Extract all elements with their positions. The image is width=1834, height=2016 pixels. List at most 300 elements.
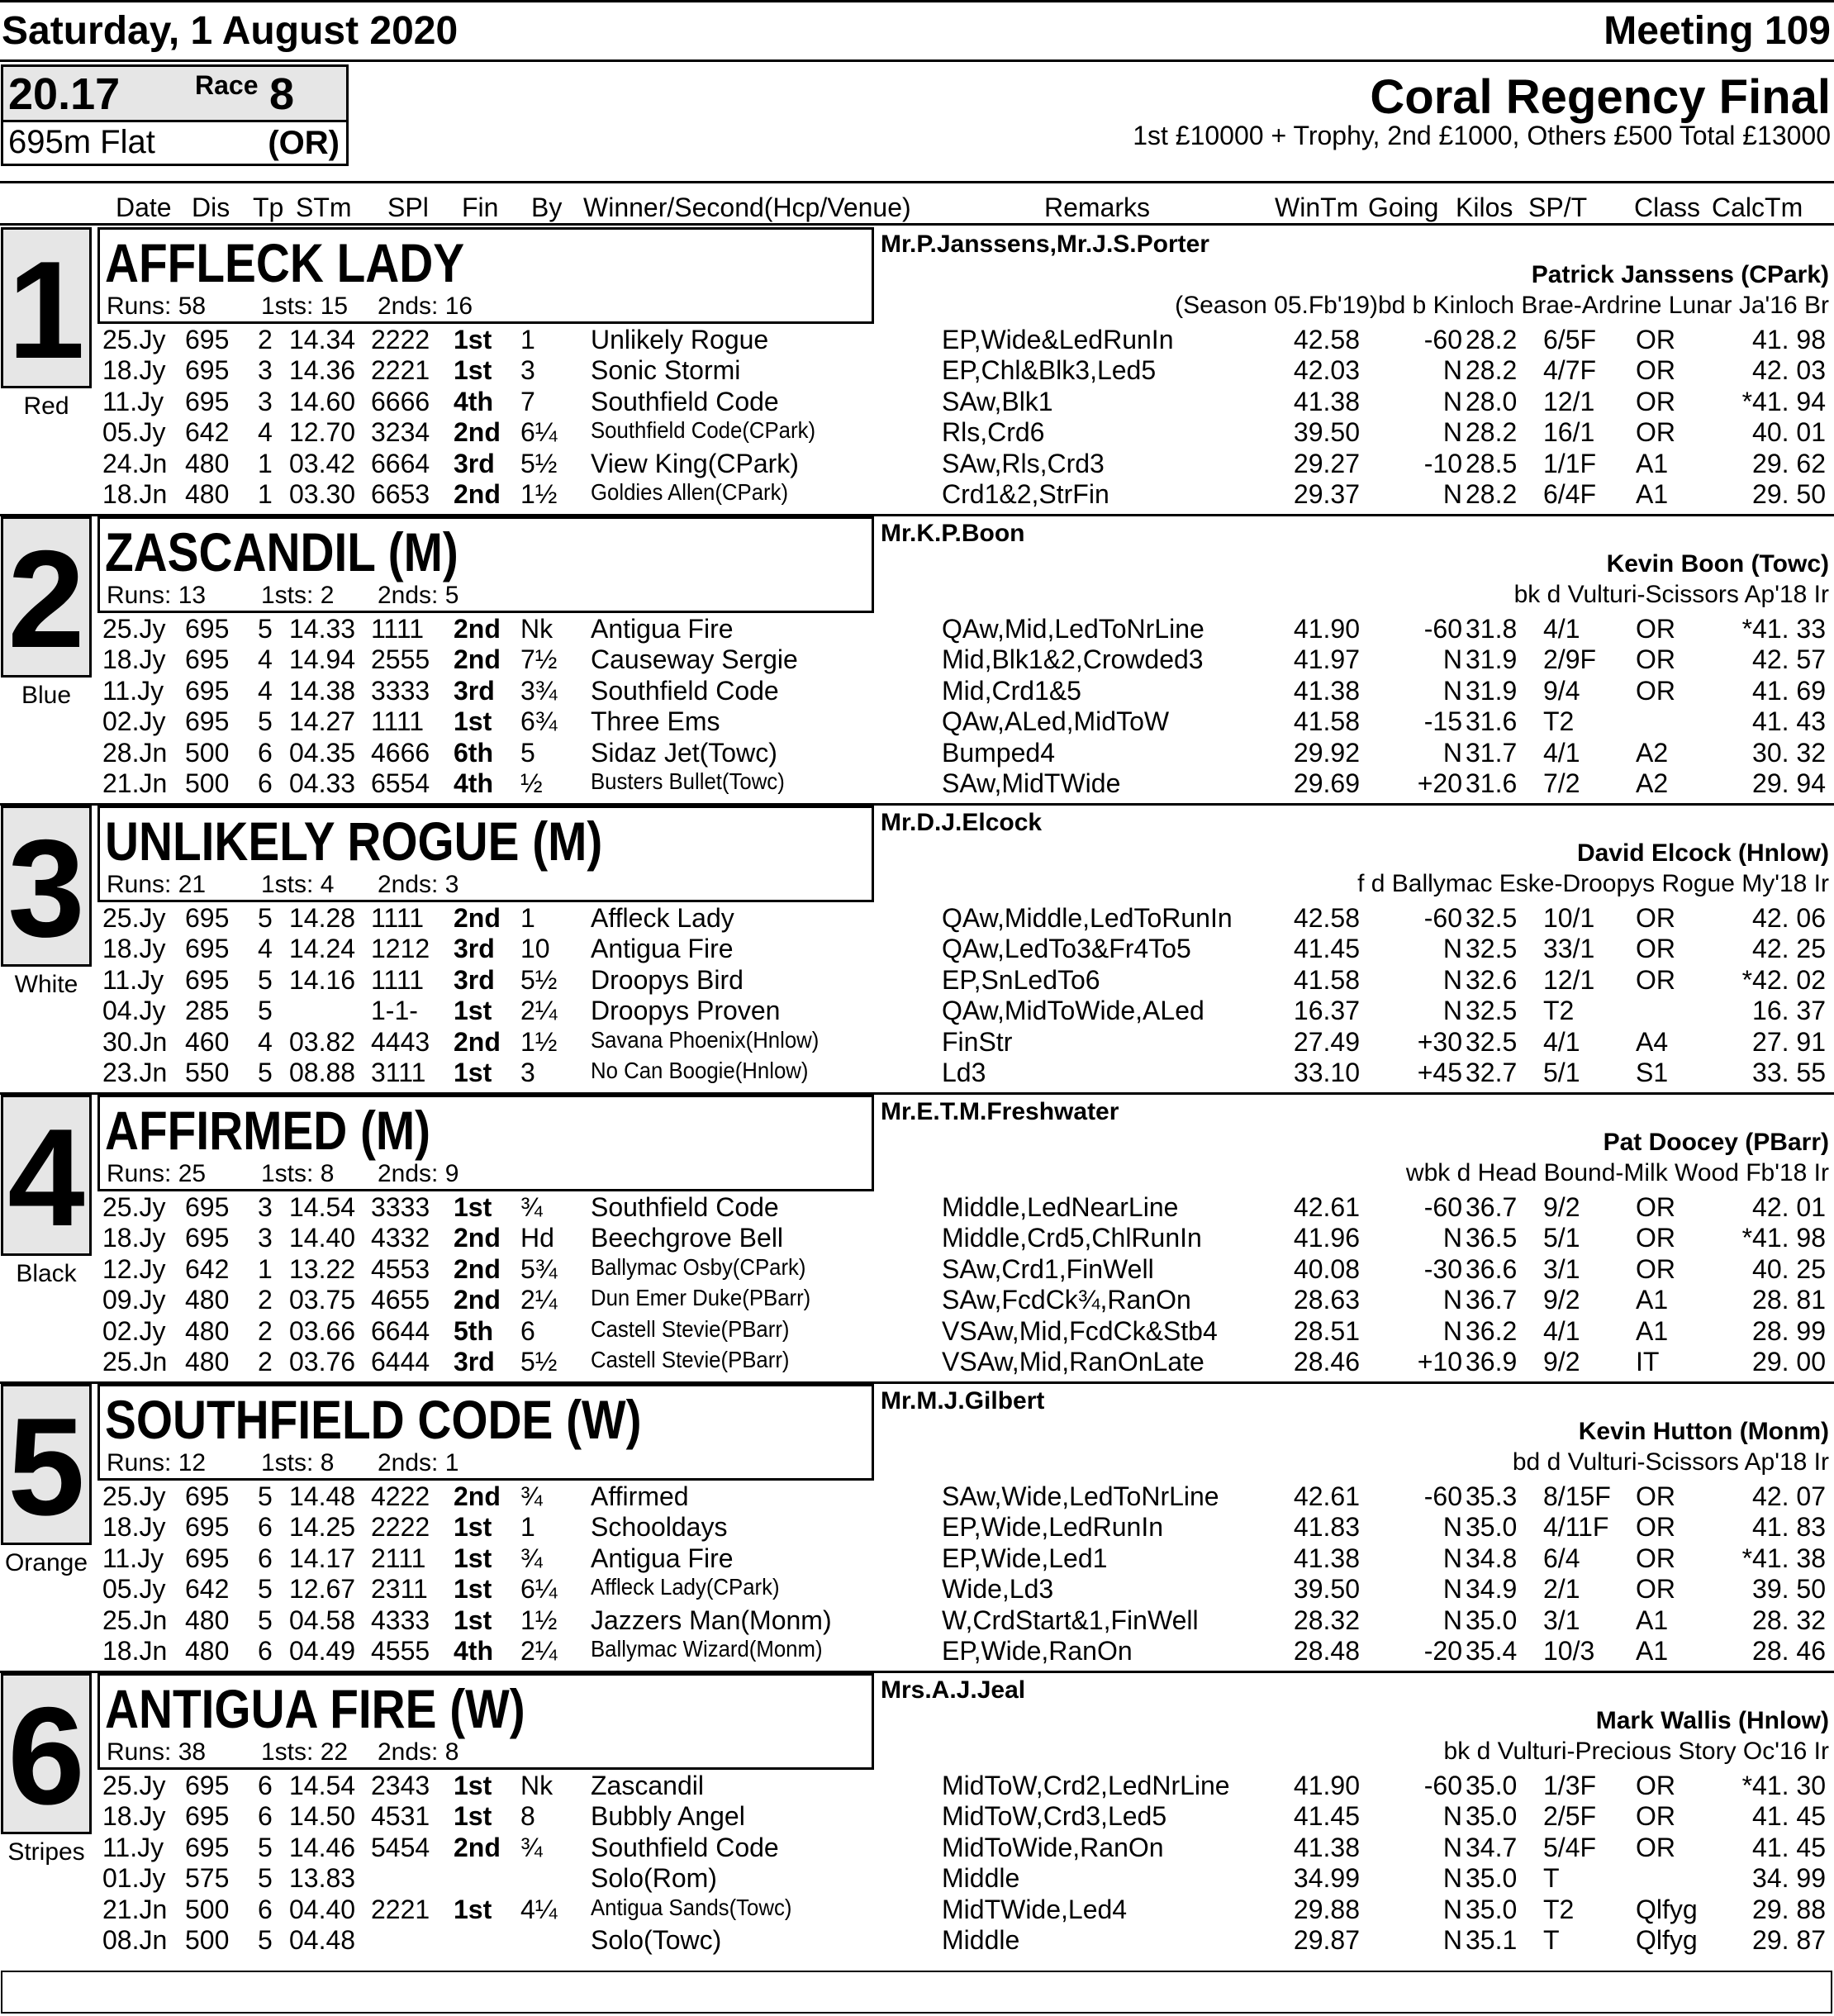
run-remarks: VSAw,Mid,FcdCk&Stb4	[942, 1315, 1218, 1346]
run-win-time: 41.97	[1293, 644, 1360, 675]
run-winner-second: Antigua Fire	[591, 614, 734, 644]
run-distance: 642	[185, 417, 230, 448]
run-win-time: 42.61	[1293, 1192, 1360, 1222]
run-split-positions: 6653	[371, 479, 430, 509]
run-sectional: 12.70	[289, 417, 356, 448]
run-date: 05.Jy	[102, 417, 166, 448]
run-winner-second: Affleck Lady	[591, 903, 734, 933]
run-starting-price: 9/4	[1543, 675, 1580, 706]
run-trap: 3	[258, 386, 273, 416]
run-distance: 695	[185, 1771, 230, 1800]
run-sectional: 04.58	[289, 1605, 356, 1635]
run-remarks: SAw,Wide,LedToNrLine	[942, 1481, 1219, 1511]
run-calc-time: *42. 02	[1741, 964, 1826, 995]
run-by: 8	[520, 1801, 535, 1832]
runner-breeding: wbk d Head Bound-Milk Wood Fb'18 Ir	[1405, 1159, 1829, 1186]
run-win-time: 41.38	[1293, 675, 1360, 706]
run-remarks: Middle,Crd5,ChlRunIn	[942, 1223, 1202, 1253]
run-split-positions: 1-1-	[371, 996, 418, 1026]
runner-owner: Mrs.A.J.Jeal	[881, 1676, 1026, 1704]
race-label: Race	[195, 70, 259, 100]
run-weight: 28.5	[1466, 448, 1518, 478]
run-finish: 1st	[454, 1801, 492, 1832]
run-starting-price: 4/1	[1543, 1026, 1580, 1057]
run-trap: 5	[258, 964, 273, 995]
run-trap: 4	[258, 934, 273, 964]
run-date: 18.Jn	[102, 1636, 168, 1666]
run-split-positions: 2555	[371, 644, 430, 675]
run-going: N	[1442, 675, 1462, 706]
run-distance: 695	[185, 614, 230, 644]
run-remarks: EP,Wide,RanOn	[942, 1636, 1133, 1666]
run-class: OR	[1636, 1481, 1675, 1511]
run-class: Qlfyg	[1636, 1894, 1698, 1924]
run-distance: 480	[185, 1285, 230, 1315]
run-win-time: 27.49	[1293, 1026, 1360, 1057]
run-going: N	[1442, 1512, 1462, 1543]
run-finish: 2nd	[454, 479, 501, 509]
col-remarks: Remarks	[1044, 193, 1151, 222]
run-by: ¾	[520, 1832, 543, 1862]
run-win-time: 29.69	[1293, 768, 1360, 798]
run-win-time: 41.58	[1293, 964, 1360, 995]
trap-colour: Orange	[4, 1549, 88, 1576]
form-row	[0, 1925, 1834, 1956]
run-distance: 695	[185, 1223, 230, 1253]
run-by: 2¼	[520, 996, 558, 1026]
run-finish: 2nd	[454, 1223, 501, 1253]
run-finish: 2nd	[454, 644, 501, 675]
run-class: OR	[1636, 325, 1675, 354]
run-going: -60	[1423, 1192, 1462, 1222]
run-trap: 5	[258, 1925, 273, 1955]
run-trap: 2	[258, 1347, 273, 1376]
run-finish: 1st	[454, 325, 492, 354]
run-by: 5½	[520, 1347, 558, 1376]
run-weight: 34.8	[1466, 1543, 1518, 1573]
run-remarks: W,CrdStart&1,FinWell	[942, 1605, 1199, 1635]
run-class: OR	[1636, 675, 1675, 706]
form-row	[0, 676, 1834, 706]
runner-breeding: bk d Vulturi-Scissors Ap'18 Ir	[1513, 581, 1829, 608]
run-by: 2¼	[520, 1636, 558, 1666]
run-winner-second: Ballymac Wizard(Monm)	[591, 1636, 823, 1662]
run-distance: 500	[185, 1925, 230, 1955]
run-date: 11.Jy	[102, 964, 164, 995]
run-winner-second: Southfield Code	[591, 1192, 779, 1222]
run-sectional: 14.16	[289, 964, 356, 995]
run-trap: 3	[258, 1192, 273, 1222]
run-starting-price: 6/4	[1543, 1543, 1580, 1573]
runner-seconds: 2nds: 9	[378, 1160, 459, 1187]
run-split-positions: 3111	[371, 1058, 426, 1087]
run-winner-second: Ballymac Osby(CPark)	[591, 1253, 806, 1280]
run-weight: 34.7	[1466, 1832, 1518, 1862]
run-calc-time: 29. 87	[1752, 1925, 1826, 1955]
run-going: -30	[1423, 1253, 1462, 1284]
run-trap: 6	[258, 1512, 273, 1543]
run-distance: 695	[185, 1512, 230, 1543]
run-sectional: 03.82	[289, 1026, 356, 1057]
run-sectional: 14.25	[289, 1512, 356, 1543]
form-row	[0, 614, 1834, 644]
run-win-time: 33.10	[1293, 1058, 1360, 1087]
run-winner-second: Solo(Rom)	[591, 1863, 717, 1894]
run-win-time: 41.45	[1293, 1801, 1360, 1832]
run-distance: 480	[185, 479, 230, 509]
run-remarks: EP,SnLedTo6	[942, 964, 1100, 995]
runner-owner: Mr.M.J.Gilbert	[881, 1387, 1045, 1415]
form-row	[0, 1347, 1834, 1377]
run-weight: 35.0	[1466, 1605, 1518, 1635]
run-split-positions: 4555	[371, 1636, 430, 1666]
run-starting-price: 5/4F	[1543, 1832, 1597, 1862]
run-date: 21.Jn	[102, 1894, 168, 1924]
run-winner-second: Solo(Towc)	[591, 1925, 722, 1955]
run-finish: 1st	[454, 1512, 492, 1543]
run-going: N	[1442, 1315, 1462, 1346]
col-spl: SPl	[387, 193, 429, 222]
run-trap: 6	[258, 1801, 273, 1832]
run-distance: 480	[185, 448, 230, 478]
run-distance: 642	[185, 1253, 230, 1284]
run-starting-price: 9/2	[1543, 1347, 1580, 1376]
run-calc-time: 33. 55	[1752, 1058, 1826, 1087]
run-remarks: MidTWide,Led4	[942, 1894, 1128, 1924]
run-starting-price: 4/11F	[1543, 1512, 1609, 1543]
run-sectional: 14.27	[289, 706, 356, 737]
run-class: A2	[1636, 768, 1669, 798]
run-split-positions: 3333	[371, 1192, 430, 1222]
col-winner: Winner/Second(Hcp/Venue)	[583, 193, 911, 222]
runner-owner: Mr.D.J.Elcock	[881, 809, 1043, 836]
run-by: 6¼	[520, 417, 558, 448]
run-winner-second: Southfield Code	[591, 1832, 779, 1862]
form-row	[0, 1543, 1834, 1574]
run-going: N	[1442, 1832, 1462, 1862]
run-split-positions: 1111	[371, 614, 425, 644]
run-calc-time: *41. 38	[1741, 1543, 1826, 1573]
form-row	[0, 417, 1834, 448]
run-winner-second: Three Ems	[591, 706, 720, 737]
run-starting-price: 5/1	[1543, 1058, 1580, 1087]
run-remarks: Bumped4	[942, 737, 1055, 768]
run-going: N	[1442, 1543, 1462, 1573]
run-trap: 5	[258, 1832, 273, 1862]
run-going: N	[1442, 1223, 1462, 1253]
run-distance: 695	[185, 903, 230, 933]
run-calc-time: 41. 45	[1752, 1801, 1826, 1832]
run-winner-second: Affleck Lady(CPark)	[591, 1574, 780, 1600]
run-sectional: 03.42	[289, 448, 356, 478]
run-split-positions: 4531	[371, 1801, 430, 1832]
run-sectional: 14.54	[289, 1771, 356, 1800]
run-sectional: 03.66	[289, 1315, 356, 1346]
run-sectional: 14.17	[289, 1543, 356, 1573]
run-starting-price: T2	[1543, 706, 1575, 737]
run-winner-second: Beechgrove Bell	[591, 1223, 784, 1253]
run-date: 11.Jy	[102, 1832, 164, 1862]
runner-owner: Mr.K.P.Boon	[881, 520, 1025, 547]
run-class: OR	[1636, 964, 1675, 995]
run-weight: 32.5	[1466, 934, 1518, 964]
run-win-time: 42.03	[1293, 355, 1360, 386]
run-remarks: QAw,MidToWide,ALed	[942, 996, 1204, 1026]
runner-firsts: 1sts: 8	[261, 1449, 335, 1476]
runner-runs: Runs: 12	[107, 1449, 207, 1476]
run-win-time: 39.50	[1293, 1574, 1360, 1605]
run-class: OR	[1636, 355, 1675, 386]
run-weight: 35.3	[1466, 1481, 1518, 1511]
col-tp: Tp	[253, 193, 284, 222]
run-by: 2¼	[520, 1285, 558, 1315]
run-by: 5½	[520, 964, 558, 995]
run-weight: 36.9	[1466, 1347, 1518, 1376]
run-sectional: 03.76	[289, 1347, 356, 1376]
form-row	[0, 1254, 1834, 1285]
run-going: -20	[1423, 1636, 1462, 1666]
run-by: 7½	[520, 644, 558, 675]
run-date: 25.Jy	[102, 325, 166, 354]
run-winner-second: Southfield Code	[591, 386, 779, 416]
run-calc-time: *41. 30	[1741, 1771, 1826, 1800]
runner-trainer: Mark Wallis (Hnlow)	[1595, 1707, 1829, 1734]
run-win-time: 41.38	[1293, 386, 1360, 416]
run-going: N	[1442, 1285, 1462, 1315]
run-date: 24.Jn	[102, 448, 168, 478]
run-finish: 2nd	[454, 417, 501, 448]
runner-block	[0, 806, 1834, 1095]
run-distance: 500	[185, 737, 230, 768]
run-sectional: 14.40	[289, 1223, 356, 1253]
run-going: N	[1442, 964, 1462, 995]
run-trap: 6	[258, 1636, 273, 1666]
runner-name: ANTIGUA FIRE (W)	[105, 1678, 525, 1739]
run-remarks: VSAw,Mid,RanOnLate	[942, 1347, 1204, 1376]
form-row	[0, 1833, 1834, 1863]
run-split-positions: 2221	[371, 1894, 430, 1924]
trap-colour: Black	[16, 1260, 77, 1287]
run-going: +10	[1417, 1347, 1462, 1376]
run-weight: 28.2	[1466, 355, 1518, 386]
run-trap: 1	[258, 1253, 273, 1284]
run-class: OR	[1636, 1574, 1675, 1605]
run-split-positions: 6554	[371, 768, 430, 798]
run-calc-time: 42. 07	[1752, 1481, 1826, 1511]
run-date: 25.Jy	[102, 1771, 166, 1800]
run-class: OR	[1636, 1223, 1675, 1253]
trap-colour: Red	[23, 392, 69, 420]
run-split-positions: 6444	[371, 1347, 430, 1376]
runner-name-box	[97, 227, 874, 324]
run-class: OR	[1636, 644, 1675, 675]
run-weight: 34.9	[1466, 1574, 1518, 1605]
run-distance: 575	[185, 1863, 230, 1894]
run-remarks: QAw,Mid,LedToNrLine	[942, 614, 1204, 644]
runner-name: UNLIKELY ROGUE (M)	[105, 811, 603, 872]
run-win-time: 28.48	[1293, 1636, 1360, 1666]
run-date: 04.Jy	[102, 996, 166, 1026]
run-by: Hd	[520, 1223, 554, 1253]
run-win-time: 29.88	[1293, 1894, 1360, 1924]
run-winner-second: Zascandil	[591, 1771, 704, 1800]
form-row	[0, 1285, 1834, 1315]
run-date: 25.Jy	[102, 1192, 166, 1222]
run-finish: 3rd	[454, 934, 495, 964]
run-distance: 695	[185, 355, 230, 386]
run-by: Nk	[520, 1771, 554, 1800]
run-split-positions: 2222	[371, 1512, 430, 1543]
run-finish: 1st	[454, 1771, 492, 1800]
run-by: 6¼	[520, 1574, 558, 1605]
run-remarks: Ld3	[942, 1058, 986, 1087]
run-finish: 2nd	[454, 903, 501, 933]
run-date: 01.Jy	[102, 1863, 166, 1894]
run-distance: 480	[185, 1605, 230, 1635]
run-by: ¾	[520, 1192, 543, 1222]
run-starting-price: T2	[1543, 996, 1575, 1026]
run-remarks: FinStr	[942, 1026, 1013, 1057]
run-class: A1	[1636, 1285, 1669, 1315]
run-trap: 5	[258, 996, 273, 1026]
runner-runs: Runs: 25	[107, 1160, 207, 1187]
run-weight: 28.0	[1466, 386, 1518, 416]
run-trap: 4	[258, 675, 273, 706]
run-sectional: 14.38	[289, 675, 356, 706]
run-winner-second: Unlikely Rogue	[591, 325, 769, 354]
run-win-time: 41.96	[1293, 1223, 1360, 1253]
run-distance: 480	[185, 1315, 230, 1346]
runner-seconds: 2nds: 1	[378, 1449, 459, 1476]
run-going: N	[1442, 1894, 1462, 1924]
run-date: 11.Jy	[102, 675, 164, 706]
run-calc-time: 39. 50	[1752, 1574, 1826, 1605]
run-date: 18.Jy	[102, 1512, 166, 1543]
run-winner-second: No Can Boogie(Hnlow)	[591, 1058, 809, 1083]
runner-runs: Runs: 21	[107, 871, 207, 898]
run-remarks: SAw,MidTWide	[942, 768, 1121, 798]
runner-name: ZASCANDIL (M)	[105, 521, 458, 582]
run-starting-price: 4/1	[1543, 1315, 1580, 1346]
run-remarks: SAw,Rls,Crd3	[942, 448, 1105, 478]
runner-block	[0, 1673, 1834, 1962]
run-calc-time: 42. 01	[1752, 1192, 1826, 1222]
run-by: 1	[520, 903, 535, 933]
run-calc-time: 34. 99	[1752, 1863, 1826, 1894]
run-win-time: 42.58	[1293, 903, 1360, 933]
runner-trainer: Pat Doocey (PBarr)	[1603, 1129, 1829, 1156]
run-remarks: EP,Wide&LedRunIn	[942, 325, 1174, 354]
run-starting-price: 4/1	[1543, 737, 1580, 768]
run-sectional: 14.48	[289, 1481, 356, 1511]
run-remarks: SAw,Blk1	[942, 386, 1053, 416]
runner-runs: Runs: 13	[107, 582, 207, 609]
run-calc-time: 42. 06	[1752, 903, 1826, 933]
col-by: By	[531, 193, 563, 222]
race-prizes: 1st £10000 + Trophy, 2nd £1000, Others £500 Total £13000	[1133, 121, 1831, 150]
run-sectional: 14.46	[289, 1832, 356, 1862]
form-row	[0, 903, 1834, 934]
run-starting-price: 9/2	[1543, 1285, 1580, 1315]
run-finish: 1st	[454, 355, 492, 386]
trap-number: 6	[1, 1673, 92, 1834]
run-by: 3	[520, 355, 535, 386]
run-weight: 32.5	[1466, 996, 1518, 1026]
run-win-time: 29.92	[1293, 737, 1360, 768]
run-by: ¾	[520, 1481, 543, 1511]
run-sectional: 14.94	[289, 644, 356, 675]
run-winner-second: Dun Emer Duke(PBarr)	[591, 1285, 811, 1311]
run-distance: 695	[185, 1801, 230, 1832]
run-calc-time: 41. 69	[1752, 675, 1826, 706]
run-winner-second: Droopys Proven	[591, 996, 781, 1026]
runner-breeding: bd d Vulturi-Scissors Ap'18 Ir	[1512, 1448, 1829, 1476]
run-sectional: 14.50	[289, 1801, 356, 1832]
run-trap: 6	[258, 1771, 273, 1800]
run-going: +45	[1417, 1058, 1462, 1087]
run-distance: 695	[185, 644, 230, 675]
run-class: IT	[1636, 1347, 1660, 1376]
run-winner-second: Busters Bullet(Towc)	[591, 768, 785, 794]
run-sectional: 04.49	[289, 1636, 356, 1666]
form-row	[0, 644, 1834, 675]
form-row	[0, 325, 1834, 355]
run-by: 10	[520, 934, 550, 964]
run-win-time: 41.58	[1293, 706, 1360, 737]
run-split-positions: 4333	[371, 1605, 430, 1635]
run-by: 1	[520, 1512, 535, 1543]
run-calc-time: *41. 94	[1741, 386, 1826, 416]
run-going: -10	[1423, 448, 1462, 478]
run-sectional: 14.36	[289, 355, 356, 386]
run-trap: 5	[258, 706, 273, 737]
run-going: N	[1442, 1801, 1462, 1832]
run-split-positions: 6664	[371, 448, 430, 478]
trap-number: 5	[1, 1384, 92, 1545]
run-weight: 35.0	[1466, 1863, 1518, 1894]
run-winner-second: Jazzers Man(Monm)	[591, 1605, 832, 1635]
run-split-positions: 1212	[371, 934, 430, 964]
run-calc-time: 41. 83	[1752, 1512, 1826, 1543]
run-finish: 1st	[454, 1058, 492, 1087]
run-win-time: 41.90	[1293, 614, 1360, 644]
race-distance: 695m Flat	[8, 124, 155, 160]
run-winner-second: Southfield Code(CPark)	[591, 417, 816, 444]
run-class: A1	[1636, 1315, 1669, 1346]
runner-firsts: 1sts: 15	[261, 292, 349, 320]
runner-runs: Runs: 58	[107, 292, 207, 320]
run-winner-second: Antigua Fire	[591, 934, 734, 964]
run-trap: 5	[258, 1605, 273, 1635]
run-split-positions: 2311	[371, 1574, 428, 1605]
run-going: -60	[1423, 903, 1462, 933]
trap-number: 2	[1, 516, 92, 678]
run-winner-second: Goldies Allen(CPark)	[591, 479, 789, 505]
run-distance: 695	[185, 1481, 230, 1511]
col-wintm: WinTm	[1275, 193, 1359, 222]
run-going: -60	[1423, 1481, 1462, 1511]
run-winner-second: Castell Stevie(PBarr)	[591, 1347, 790, 1372]
run-calc-time: 42. 25	[1752, 934, 1826, 964]
run-class: OR	[1636, 1801, 1675, 1832]
run-remarks: Crd1&2,StrFin	[942, 479, 1109, 509]
run-date: 09.Jy	[102, 1285, 166, 1315]
run-date: 05.Jy	[102, 1574, 166, 1605]
run-starting-price: 4/7F	[1543, 355, 1597, 386]
run-winner-second: Antigua Sands(Towc)	[591, 1894, 792, 1920]
run-split-positions: 1111	[371, 964, 425, 995]
run-remarks: MidToW,Crd2,LedNrLine	[942, 1771, 1230, 1800]
